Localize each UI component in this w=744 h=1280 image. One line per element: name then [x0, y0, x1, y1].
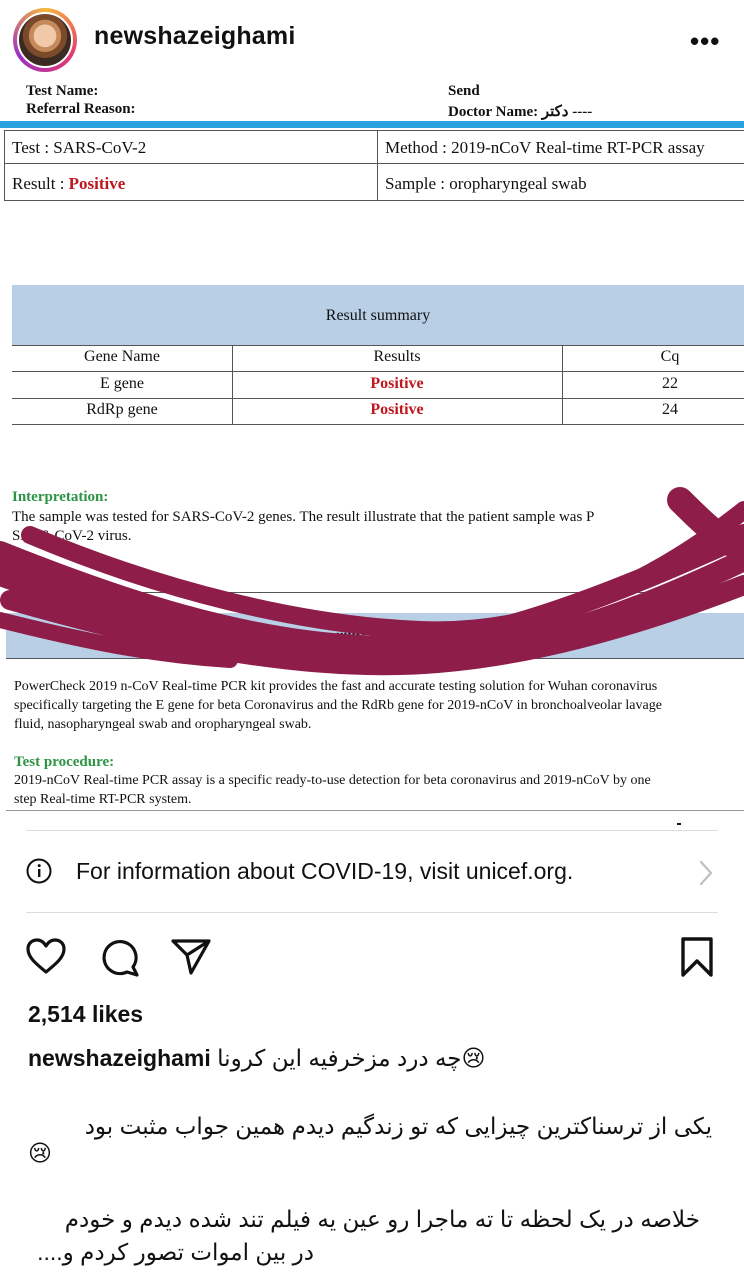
- row1-result: Positive: [370, 375, 424, 392]
- kit-line1: PowerCheck 2019 n-CoV Real-time PCR kit provides the fast and accurate testing solution for Wuhan coronavirus: [14, 679, 658, 694]
- more-icon[interactable]: •••: [690, 26, 721, 56]
- caption-emoji2: 😢: [28, 1140, 52, 1166]
- username[interactable]: newshazeighami: [94, 22, 296, 50]
- doctor-label: Doctor Name: دکتر ----: [448, 104, 593, 120]
- procedure-title: Test procedure:: [14, 754, 115, 770]
- heart-icon[interactable]: [25, 937, 67, 975]
- caption-line3: خلاصه در یک لحظه تا ته ماجرا رو عین یه فیلم تند شده دیدم و خودم: [64, 1206, 700, 1232]
- image-dot: [677, 823, 681, 825]
- header-cq: Cq: [660, 348, 680, 365]
- result-prefix: Result :: [12, 174, 69, 193]
- info-icon[interactable]: [26, 858, 52, 884]
- like-count[interactable]: 2,514 likes: [28, 1001, 144, 1027]
- bookmark-icon[interactable]: [678, 936, 716, 978]
- caption-text1: چه درد مزخرفیه این کرونا: [217, 1045, 462, 1071]
- caption-line1: [28, 1045, 486, 1072]
- share-icon[interactable]: [170, 937, 212, 977]
- header-results: Results: [373, 348, 421, 365]
- procedure-line2: step Real-time RT-PCR system.: [14, 792, 192, 807]
- info-header-text: ...mental info...: [336, 623, 432, 639]
- redaction-scribble: [0, 80, 744, 825]
- row1-cq: 22: [662, 375, 678, 392]
- method-cell: Method : 2019-nCoV Real-time RT-PCR assay: [385, 138, 705, 157]
- chevron-right-icon[interactable]: [698, 860, 714, 886]
- covid-info-link[interactable]: For information about COVID-19, visit unicef.org.: [76, 858, 574, 884]
- header-gene: Gene Name: [84, 348, 160, 365]
- caption-line2: یکی از ترسناکترین چیزایی که تو زندگیم دیدم همین جواب مثبت بود: [84, 1113, 712, 1139]
- avatar[interactable]: [13, 8, 77, 72]
- row2-result: Positive: [370, 401, 424, 418]
- row2-gene: RdRp gene: [86, 401, 158, 418]
- caption-username[interactable]: newshazeighami: [28, 1045, 211, 1071]
- kit-line3: fluid, nasopharyngeal swab and oropharyngeal swab.: [14, 717, 312, 732]
- referral-label: Referral Reason:: [26, 101, 136, 117]
- caption-line4: در بین اموات تصور کردم و....: [37, 1239, 314, 1265]
- comment-icon[interactable]: [99, 937, 141, 977]
- row2-cq: 24: [662, 401, 678, 418]
- kit-line2: specifically targeting the E gene for beta Coronavirus and the RdRb gene for 2019-nCoV in bronchoalveolar lavage: [14, 698, 662, 713]
- send-label: Send: [448, 83, 480, 99]
- result-value: Positive: [68, 174, 126, 193]
- row1-gene: E gene: [100, 375, 144, 392]
- interpretation-line2: SARS-CoV-2 virus.: [12, 528, 132, 544]
- interpretation-line1: The sample was tested for SARS-CoV-2 genes. The result illustrate that the patient sample was P: [12, 509, 595, 525]
- summary-title: Result summary: [325, 307, 431, 324]
- sample-cell: Sample : oropharyngeal swab: [385, 174, 587, 193]
- test-cell: Test : SARS-CoV-2: [12, 138, 147, 157]
- interpretation-title: Interpretation:: [12, 489, 109, 505]
- test-name-label: Test Name:: [26, 83, 99, 99]
- post-header: [0, 0, 744, 80]
- crying-emoji: 😢: [461, 1045, 486, 1071]
- avatar-image: [17, 12, 73, 68]
- procedure-line1: 2019-nCoV Real-time PCR assay is a specific ready-to-use detection for beta coronavirus and 2019-nCoV by one: [14, 773, 651, 788]
- post-image[interactable]: [0, 80, 744, 825]
